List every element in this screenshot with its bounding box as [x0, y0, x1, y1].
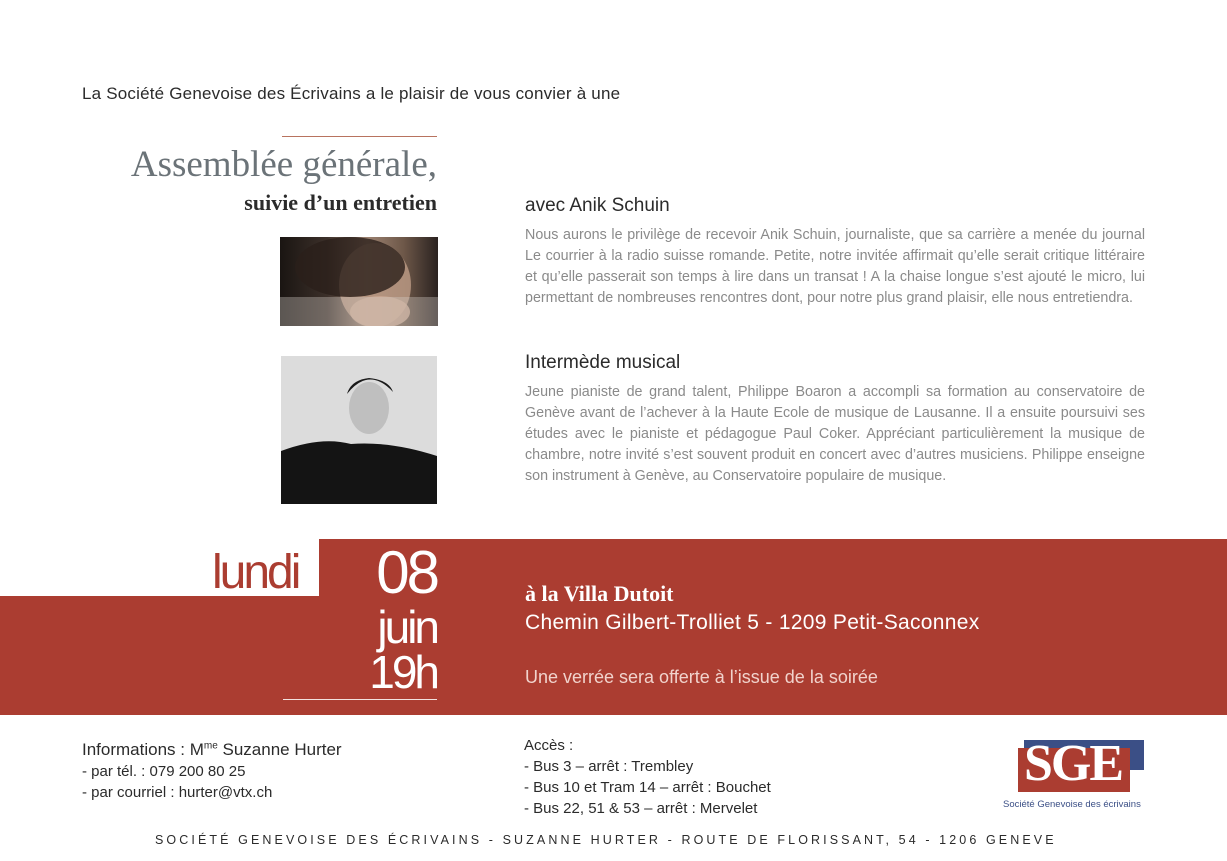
logo-caption: Société Genevoise des écrivains	[1003, 799, 1141, 810]
portrait-woman-image	[280, 237, 438, 326]
date-band-upper	[319, 539, 1227, 599]
venue-name: à la Villa Dutoit	[525, 581, 674, 606]
date-day: 08	[376, 539, 437, 606]
logo-text: SGE	[1024, 735, 1123, 792]
date-month: juin	[377, 601, 437, 653]
info-title-prefix: Informations : M	[82, 740, 204, 759]
footer-address: SOCIÉTÉ GENEVOISE DES ÉCRIVAINS - SUZANNE HURTER - ROUTE DE FLORISSANT, 54 - 1206 GENEVE	[155, 833, 1057, 847]
intro-text: La Société Genevoise des Écrivains a le plaisir de vous convier à une	[82, 84, 621, 103]
acces-line: - Bus 3 – arrêt : Trembley	[524, 758, 694, 775]
info-title	[82, 740, 342, 760]
section-anik-schuin-text: Nous aurons le privilège de recevoir Anik Schuin, journaliste, que sa carrière a menée du journal Le courrier à la radio suisse romande. Petite, notre invitée affirmait qu’elle serait critique littéraire et qu’elle passerait son temps à lire dans un transat ! A la chaise longue s’est ajouté le micro, lui permettant de nombreuses rencontres dont, pour notre plus grand plaisir, elle nous entretiendra.	[525, 227, 1145, 306]
date-weekday: lundi	[212, 546, 299, 599]
acces-title: Accès :	[524, 737, 574, 754]
acces-line: - Bus 10 et Tram 14 – arrêt : Bouchet	[524, 779, 771, 796]
sge-logo	[1018, 735, 1143, 796]
date-time: 19h	[369, 646, 437, 698]
info-phone: - par tél. : 079 200 80 25	[82, 763, 246, 780]
section-anik-schuin-heading: avec Anik Schuin	[525, 195, 670, 216]
date-bottom-rule	[283, 699, 437, 700]
venue-address: Chemin Gilbert-Trolliet 5 - 1209 Petit-Saconnex	[525, 611, 980, 634]
page-subtitle: suivie d’un entretien	[244, 190, 437, 215]
info-title-name: Suzanne Hurter	[217, 740, 342, 759]
venue-note: Une verrée sera offerte à l’issue de la soirée	[525, 667, 878, 687]
info-email[interactable]: - par courriel : hurter@vtx.ch	[82, 784, 273, 801]
anik-schuin-photo	[280, 237, 438, 326]
section-musical-text: Jeune pianiste de grand talent, Philippe Boaron a accompli sa formation au conservatoire de Genève avant de l’achever à la Haute Ecole de musique de Lausanne. Il a ensuite poursuivi ses études avec le pianiste et pédagogue Paul Coker. Appréciant particulièrement la musique de chambre, notre invité s’est souvent produit en concert avec d’autres musiciens. Philippe enseigne son instrument à Genève, au Conservatoire populaire de musique.	[525, 384, 1145, 484]
philippe-boaron-photo	[281, 356, 437, 504]
section-musical-heading: Intermède musical	[525, 352, 681, 373]
title-top-rule	[282, 136, 437, 137]
page-title: Assemblée générale,	[130, 144, 437, 185]
acces-line: - Bus 22, 51 & 53 – arrêt : Mervelet	[524, 800, 758, 817]
info-title-sup: me	[203, 740, 218, 752]
portrait-man-image	[281, 356, 437, 504]
